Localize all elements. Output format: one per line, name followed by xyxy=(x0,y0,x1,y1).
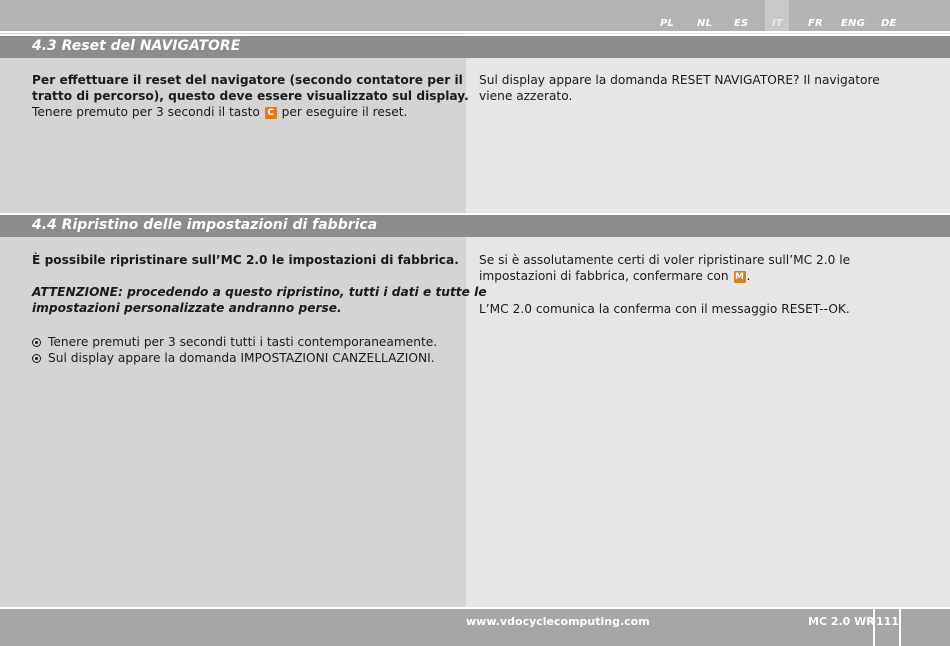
reset-right-2: viene azzerato. xyxy=(479,89,573,103)
section-title-factory: 4.4 Ripristino delle impostazioni di fabbrica xyxy=(32,217,378,233)
section-header-reset xyxy=(0,34,950,58)
reset-right-1: Sul display appare la domanda RESET NAVIGATORE? Il navigatore xyxy=(479,73,880,87)
list-item xyxy=(32,350,435,366)
right-column xyxy=(466,33,950,607)
footer-model: MC 2.0 WR xyxy=(808,615,875,628)
factory-right-2-pre: impostazioni di fabbrica, confermare con xyxy=(479,269,729,283)
factory-right-1: Se si è assolutamente certi di voler ripristinare sull’MC 2.0 le xyxy=(479,253,851,267)
reset-instruction-text xyxy=(32,104,407,121)
m-key-icon: M xyxy=(735,272,744,282)
footer xyxy=(0,607,950,646)
section-header-factory xyxy=(0,213,950,237)
reset-instruction-bold-1: Per effettuare il reset del navigatore (secondo contatore per il xyxy=(32,73,463,87)
bullet-icon xyxy=(32,354,41,363)
c-key-icon: C xyxy=(265,107,277,119)
section-title-reset: 4.3 Reset del NAVIGATORE xyxy=(32,38,241,54)
lang-de[interactable]: DE xyxy=(881,18,897,29)
factory-right-2 xyxy=(479,268,750,285)
lang-nl[interactable]: NL xyxy=(697,18,713,29)
factory-right-2-post: . xyxy=(746,269,751,283)
warning-line-2: impostazioni personalizzate andranno perse. xyxy=(32,301,342,315)
warning-line-1: ATTENZIONE: procedendo a questo ripristino, tutti i dati e tutte le xyxy=(32,285,487,299)
factory-intro-bold: È possibile ripristinare sull’MC 2.0 le impostazioni di fabbrica. xyxy=(32,253,459,267)
lang-eng[interactable]: ENG xyxy=(841,18,866,29)
lang-it[interactable]: IT xyxy=(772,18,783,29)
bullet-icon xyxy=(32,338,41,347)
list-item xyxy=(32,334,437,350)
lang-pl[interactable]: PL xyxy=(660,18,675,29)
lang-es[interactable]: ES xyxy=(734,18,749,29)
reset-text-pre: Tenere premuto per 3 secondi il tasto xyxy=(32,105,260,119)
top-bar xyxy=(0,0,950,33)
reset-text-post: per eseguire il reset. xyxy=(281,105,408,119)
bullet-text: Sul display appare la domanda IMPOSTAZIONI CANZELLAZIONI. xyxy=(48,351,435,365)
footer-url[interactable]: www.vdocyclecomputing.com xyxy=(466,615,650,628)
lang-fr[interactable]: FR xyxy=(808,18,823,29)
page-number: 111 xyxy=(876,615,899,628)
bullet-text: Tenere premuti per 3 secondi tutti i tasti contemporaneamente. xyxy=(48,335,438,349)
reset-instruction-bold-2: tratto di percorso), questo deve essere visualizzato sul display. xyxy=(32,89,469,103)
factory-right-3: L’MC 2.0 comunica la conferma con il messaggio RESET--OK. xyxy=(479,302,850,316)
